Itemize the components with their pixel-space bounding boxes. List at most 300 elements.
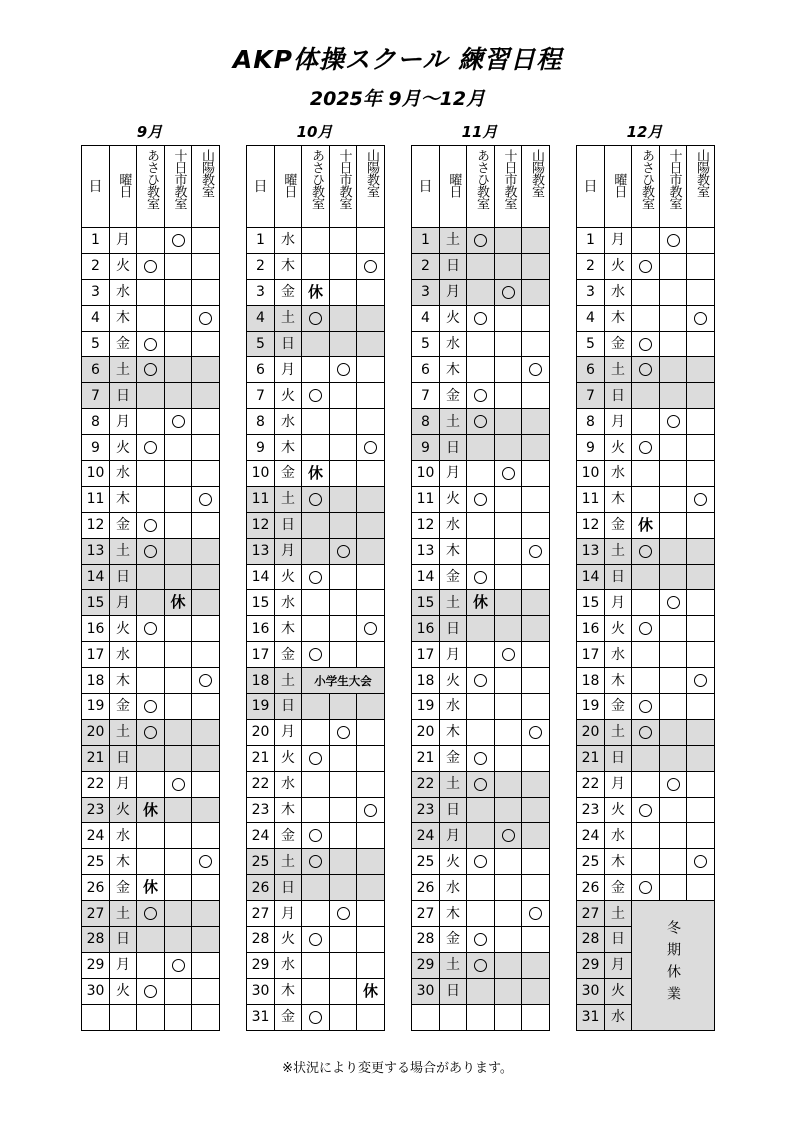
- winter-holiday-cell: [632, 901, 715, 1030]
- day-row: [412, 616, 550, 642]
- weekday-cell: 水: [110, 461, 137, 487]
- date-cell: 17: [412, 642, 440, 668]
- date-cell: 13: [412, 538, 440, 564]
- asahi-cell: [137, 797, 165, 823]
- asahi-cell: [137, 383, 165, 409]
- page-title: AKP体操スクール 練習日程: [232, 45, 563, 74]
- tookaichi-cell: [330, 849, 357, 875]
- tookaichi-cell: [330, 228, 357, 254]
- sanyo-cell: [192, 901, 220, 927]
- header-sanyo-class: 山陽教室: [522, 146, 550, 228]
- sanyo-cell: [192, 771, 220, 797]
- sanyo-cell: [687, 823, 715, 849]
- sanyo-circle-mark: [364, 804, 377, 817]
- date-cell: 20: [577, 719, 605, 745]
- asahi-cell: [467, 564, 495, 590]
- day-row: [247, 279, 385, 305]
- sanyo-cell: [357, 331, 385, 357]
- asahi-circle-mark: [639, 441, 652, 454]
- sanyo-cell: [192, 564, 220, 590]
- day-row: [577, 590, 715, 616]
- weekday-cell: 火: [605, 616, 632, 642]
- asahi-circle-mark: [144, 260, 157, 273]
- date-cell: 17: [577, 642, 605, 668]
- day-row: [577, 823, 715, 849]
- asahi-circle-mark: [309, 1011, 322, 1024]
- weekday-cell: 火: [110, 616, 137, 642]
- day-row: [412, 797, 550, 823]
- date-cell: 1: [247, 228, 275, 254]
- asahi-cell: [302, 461, 330, 487]
- asahi-cell: [632, 745, 660, 771]
- date-cell: 1: [577, 228, 605, 254]
- date-cell: 31: [577, 1004, 605, 1030]
- asahi-cell: [467, 875, 495, 901]
- sanyo-cell: [357, 486, 385, 512]
- tookaichi-cell: [165, 823, 192, 849]
- tookaichi-closed-mark: 休: [170, 593, 186, 612]
- tookaichi-cell: [495, 668, 522, 694]
- date-cell: 11: [577, 486, 605, 512]
- sanyo-cell: [357, 771, 385, 797]
- date-cell: 10: [82, 461, 110, 487]
- weekday-cell: 日: [275, 875, 302, 901]
- weekday-cell: 火: [275, 383, 302, 409]
- tookaichi-cell: [660, 486, 687, 512]
- tookaichi-cell: [165, 978, 192, 1004]
- asahi-cell: [302, 538, 330, 564]
- weekday-cell: 土: [440, 228, 467, 254]
- weekday-cell: 月: [110, 952, 137, 978]
- sanyo-circle-mark: [529, 545, 542, 558]
- sanyo-cell: [192, 849, 220, 875]
- day-row: [82, 797, 220, 823]
- asahi-cell: [467, 771, 495, 797]
- date-cell: 10: [412, 461, 440, 487]
- asahi-circle-mark: [474, 855, 487, 868]
- tookaichi-cell: [330, 875, 357, 901]
- day-row: [577, 409, 715, 435]
- day-row: [247, 668, 385, 694]
- asahi-cell: [302, 952, 330, 978]
- weekday-cell: 水: [440, 694, 467, 720]
- sanyo-cell: [192, 331, 220, 357]
- tookaichi-cell: [165, 719, 192, 745]
- weekday-cell: 水: [275, 590, 302, 616]
- weekday-cell: 日: [605, 383, 632, 409]
- weekday-cell: 月: [275, 719, 302, 745]
- weekday-cell: 日: [110, 927, 137, 953]
- weekday-cell: 月: [605, 590, 632, 616]
- tookaichi-circle-mark: [337, 907, 350, 920]
- date-cell: 10: [247, 461, 275, 487]
- asahi-cell: [302, 357, 330, 383]
- day-row: [412, 1004, 550, 1030]
- sanyo-cell: [522, 668, 550, 694]
- day-row: [247, 797, 385, 823]
- date-cell: 2: [577, 253, 605, 279]
- sanyo-cell: [357, 461, 385, 487]
- asahi-cell: [467, 901, 495, 927]
- asahi-cell: [632, 538, 660, 564]
- weekday-cell: 水: [605, 1004, 632, 1030]
- tookaichi-cell: [165, 642, 192, 668]
- day-row: [577, 875, 715, 901]
- asahi-cell: [137, 305, 165, 331]
- date-cell: 28: [412, 927, 440, 953]
- date-cell: 25: [577, 849, 605, 875]
- sanyo-cell: [687, 668, 715, 694]
- sanyo-cell: [522, 642, 550, 668]
- asahi-cell: [302, 305, 330, 331]
- day-row: [412, 461, 550, 487]
- weekday-cell: 日: [110, 383, 137, 409]
- month-label-nov: 11月: [461, 123, 498, 141]
- date-cell: 6: [247, 357, 275, 383]
- day-row: [247, 745, 385, 771]
- weekday-cell: 日: [110, 564, 137, 590]
- weekday-cell: 日: [605, 564, 632, 590]
- tookaichi-cell: [660, 849, 687, 875]
- day-row: [247, 927, 385, 953]
- date-cell: 17: [82, 642, 110, 668]
- page-subtitle: 2025年 9月～12月: [309, 88, 486, 110]
- tookaichi-circle-mark: [337, 363, 350, 376]
- sanyo-cell: [522, 435, 550, 461]
- sanyo-cell: [357, 849, 385, 875]
- date-cell: 7: [82, 383, 110, 409]
- tookaichi-cell: [330, 1004, 357, 1030]
- date-cell: 14: [247, 564, 275, 590]
- sanyo-cell: [522, 383, 550, 409]
- weekday-cell: 火: [440, 486, 467, 512]
- day-row: [412, 228, 550, 254]
- weekday-cell: 日: [605, 745, 632, 771]
- sanyo-cell: [192, 797, 220, 823]
- asahi-circle-mark: [309, 752, 322, 765]
- weekday-cell: 水: [605, 461, 632, 487]
- sanyo-cell: [357, 952, 385, 978]
- tookaichi-cell: [330, 771, 357, 797]
- header-asahi-class: あさひ教室: [302, 146, 330, 228]
- tookaichi-cell: [165, 512, 192, 538]
- sanyo-cell: [192, 435, 220, 461]
- tookaichi-cell: [495, 538, 522, 564]
- weekday-cell: 金: [110, 331, 137, 357]
- tookaichi-cell: [330, 461, 357, 487]
- day-row: [577, 279, 715, 305]
- asahi-circle-mark: [144, 907, 157, 920]
- weekday-cell: 木: [440, 357, 467, 383]
- weekday-cell: 火: [440, 668, 467, 694]
- header-date: 日: [577, 146, 605, 228]
- day-row: [82, 1004, 220, 1030]
- day-row: [82, 719, 220, 745]
- tookaichi-cell: [330, 564, 357, 590]
- date-cell: 11: [412, 486, 440, 512]
- day-row: [577, 642, 715, 668]
- date-cell: 7: [412, 383, 440, 409]
- header-date: 日: [82, 146, 110, 228]
- weekday-cell: 火: [440, 849, 467, 875]
- weekday-cell: 木: [110, 486, 137, 512]
- tookaichi-cell: [495, 1004, 522, 1030]
- day-row: [577, 564, 715, 590]
- asahi-cell: [137, 228, 165, 254]
- tookaichi-circle-mark: [667, 415, 680, 428]
- day-row: [247, 357, 385, 383]
- header-date: 日: [412, 146, 440, 228]
- asahi-cell: [302, 849, 330, 875]
- tookaichi-circle-mark: [172, 234, 185, 247]
- day-row: [82, 331, 220, 357]
- tookaichi-circle-mark: [172, 778, 185, 791]
- tookaichi-cell: [165, 564, 192, 590]
- weekday-cell: [110, 1004, 137, 1030]
- date-cell: 11: [247, 486, 275, 512]
- weekday-cell: 木: [605, 668, 632, 694]
- sanyo-cell: [192, 694, 220, 720]
- asahi-circle-mark: [144, 519, 157, 532]
- asahi-circle-mark: [639, 700, 652, 713]
- sanyo-circle-mark: [529, 907, 542, 920]
- weekday-cell: 月: [275, 538, 302, 564]
- sanyo-cell: [192, 668, 220, 694]
- tookaichi-cell: [330, 253, 357, 279]
- day-row: [412, 694, 550, 720]
- sanyo-cell: [192, 383, 220, 409]
- day-row: [247, 538, 385, 564]
- asahi-circle-mark: [309, 571, 322, 584]
- day-row: [247, 590, 385, 616]
- tookaichi-cell: [495, 771, 522, 797]
- asahi-cell: [467, 435, 495, 461]
- date-cell: 1: [412, 228, 440, 254]
- asahi-circle-mark: [474, 389, 487, 402]
- weekday-cell: 土: [110, 719, 137, 745]
- day-row: [577, 719, 715, 745]
- weekday-cell: 日: [110, 745, 137, 771]
- day-row: [412, 435, 550, 461]
- asahi-cell: [302, 590, 330, 616]
- day-row: [247, 901, 385, 927]
- tookaichi-circle-mark: [337, 726, 350, 739]
- date-cell: 26: [82, 875, 110, 901]
- weekday-cell: 土: [605, 357, 632, 383]
- day-row: [412, 512, 550, 538]
- weekday-cell: 土: [440, 771, 467, 797]
- calendar-nov: [411, 145, 550, 1031]
- sanyo-cell: [687, 331, 715, 357]
- date-cell: 26: [247, 875, 275, 901]
- weekday-cell: 月: [110, 590, 137, 616]
- asahi-circle-mark: [474, 493, 487, 506]
- sanyo-circle-mark: [529, 726, 542, 739]
- asahi-cell: [467, 279, 495, 305]
- tookaichi-circle-mark: [667, 778, 680, 791]
- day-row: [82, 901, 220, 927]
- asahi-cell: [302, 409, 330, 435]
- weekday-cell: 水: [605, 642, 632, 668]
- day-row: [577, 305, 715, 331]
- weekday-cell: 月: [440, 279, 467, 305]
- weekday-cell: 木: [605, 849, 632, 875]
- asahi-cell: [632, 771, 660, 797]
- calendar-oct: [246, 145, 385, 1031]
- day-row: [577, 797, 715, 823]
- sanyo-cell: [687, 486, 715, 512]
- sanyo-cell: [687, 279, 715, 305]
- date-cell: 18: [247, 668, 275, 694]
- tookaichi-cell: [660, 305, 687, 331]
- day-row: [247, 409, 385, 435]
- sanyo-cell: [357, 745, 385, 771]
- sanyo-cell: [687, 305, 715, 331]
- sanyo-cell: [687, 409, 715, 435]
- date-cell: 20: [247, 719, 275, 745]
- asahi-circle-mark: [309, 829, 322, 842]
- day-row: [247, 616, 385, 642]
- asahi-cell: [632, 228, 660, 254]
- date-cell: 4: [412, 305, 440, 331]
- day-row: [412, 486, 550, 512]
- weekday-cell: 木: [605, 486, 632, 512]
- tookaichi-cell: [495, 564, 522, 590]
- weekday-cell: 月: [605, 952, 632, 978]
- tookaichi-cell: [495, 590, 522, 616]
- sanyo-cell: [522, 279, 550, 305]
- date-cell: 16: [247, 616, 275, 642]
- asahi-cell: [137, 927, 165, 953]
- tookaichi-cell: [495, 228, 522, 254]
- asahi-cell: [632, 875, 660, 901]
- asahi-cell: [467, 461, 495, 487]
- day-row: [82, 279, 220, 305]
- asahi-cell: [137, 823, 165, 849]
- date-cell: 22: [412, 771, 440, 797]
- sanyo-cell: [687, 435, 715, 461]
- date-cell: 19: [247, 694, 275, 720]
- tookaichi-cell: [165, 771, 192, 797]
- day-row: [412, 875, 550, 901]
- asahi-closed-mark: 休: [307, 463, 323, 482]
- date-cell: 3: [412, 279, 440, 305]
- day-row: [577, 512, 715, 538]
- date-cell: 9: [247, 435, 275, 461]
- date-cell: 20: [412, 719, 440, 745]
- asahi-cell: [137, 875, 165, 901]
- date-cell: 23: [247, 797, 275, 823]
- asahi-cell: [467, 590, 495, 616]
- weekday-cell: 火: [605, 797, 632, 823]
- sanyo-cell: [357, 564, 385, 590]
- asahi-cell: [302, 875, 330, 901]
- tookaichi-cell: [165, 331, 192, 357]
- day-row: [247, 875, 385, 901]
- weekday-cell: 金: [110, 694, 137, 720]
- day-row: [247, 823, 385, 849]
- asahi-cell: [137, 771, 165, 797]
- date-cell: 27: [82, 901, 110, 927]
- date-cell: 17: [247, 642, 275, 668]
- asahi-cell: [632, 357, 660, 383]
- tookaichi-cell: [330, 486, 357, 512]
- header-row: [577, 146, 715, 228]
- asahi-circle-mark: [474, 674, 487, 687]
- tookaichi-cell: [495, 512, 522, 538]
- asahi-circle-mark: [639, 338, 652, 351]
- sanyo-cell: [357, 383, 385, 409]
- day-row: [247, 1004, 385, 1030]
- tookaichi-cell: [330, 745, 357, 771]
- day-row: [412, 952, 550, 978]
- sanyo-cell: [522, 849, 550, 875]
- weekday-cell: 土: [275, 849, 302, 875]
- sanyo-circle-mark: [364, 441, 377, 454]
- tookaichi-cell: [330, 694, 357, 720]
- tookaichi-cell: [660, 538, 687, 564]
- date-cell: 19: [577, 694, 605, 720]
- tookaichi-cell: [495, 745, 522, 771]
- tookaichi-cell: [495, 823, 522, 849]
- day-row: [412, 253, 550, 279]
- date-cell: 28: [577, 927, 605, 953]
- date-cell: 1: [82, 228, 110, 254]
- sanyo-circle-mark: [364, 622, 377, 635]
- tookaichi-cell: [330, 331, 357, 357]
- month-label-sep: 9月: [136, 123, 163, 141]
- tookaichi-cell: [495, 616, 522, 642]
- tookaichi-cell: [330, 590, 357, 616]
- calendar-dec: [576, 145, 715, 1031]
- date-cell: 21: [412, 745, 440, 771]
- date-cell: 2: [247, 253, 275, 279]
- weekday-cell: 水: [275, 952, 302, 978]
- weekday-cell: 土: [110, 901, 137, 927]
- day-row: [82, 668, 220, 694]
- day-row: [577, 486, 715, 512]
- asahi-cell: [137, 331, 165, 357]
- day-row: [577, 357, 715, 383]
- day-row: [247, 305, 385, 331]
- weekday-cell: 日: [275, 694, 302, 720]
- asahi-cell: [467, 512, 495, 538]
- asahi-cell: [632, 668, 660, 694]
- day-row: [82, 823, 220, 849]
- asahi-circle-mark: [474, 312, 487, 325]
- sanyo-cell: [687, 797, 715, 823]
- weekday-cell: 金: [275, 279, 302, 305]
- asahi-cell: [302, 512, 330, 538]
- day-row: [247, 331, 385, 357]
- asahi-circle-mark: [474, 571, 487, 584]
- date-cell: 27: [577, 901, 605, 927]
- weekday-cell: 水: [440, 875, 467, 901]
- weekday-cell: 木: [440, 538, 467, 564]
- date-cell: 25: [412, 849, 440, 875]
- sanyo-cell: [522, 616, 550, 642]
- day-row: [82, 694, 220, 720]
- asahi-cell: [467, 719, 495, 745]
- weekday-cell: 月: [110, 409, 137, 435]
- asahi-cell: [467, 616, 495, 642]
- date-cell: 25: [82, 849, 110, 875]
- tookaichi-cell: [660, 383, 687, 409]
- weekday-cell: 金: [440, 745, 467, 771]
- asahi-cell: [137, 357, 165, 383]
- asahi-cell: [632, 797, 660, 823]
- day-row: [412, 978, 550, 1004]
